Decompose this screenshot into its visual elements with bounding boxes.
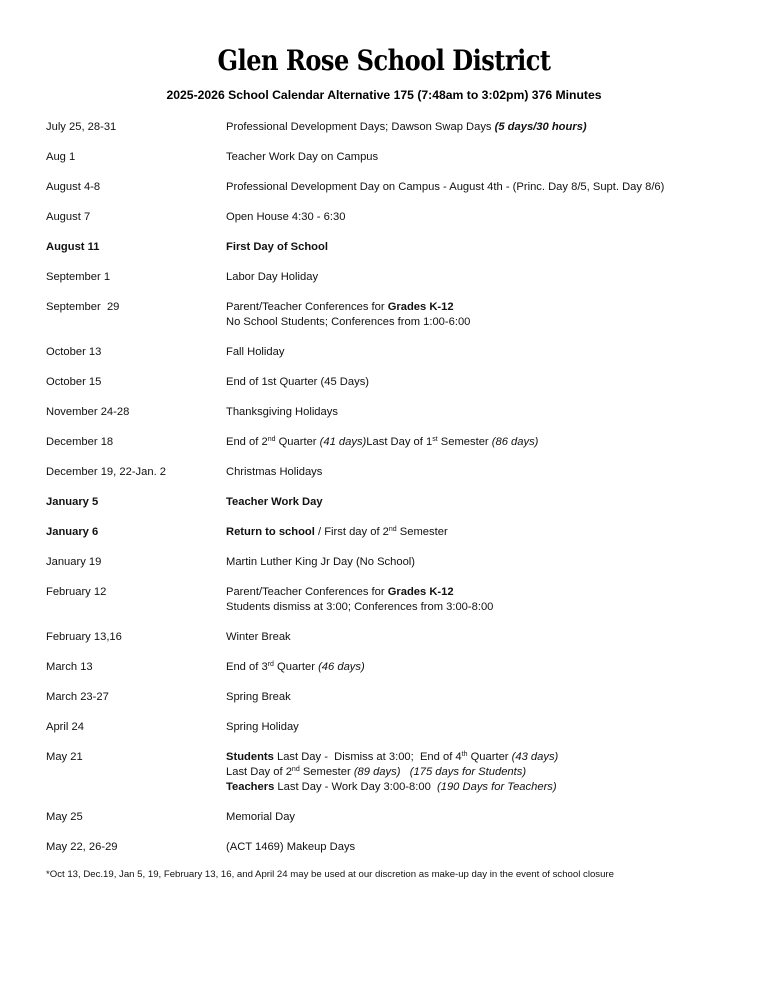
event-text: Parent/Teacher Conferences for	[226, 301, 388, 313]
event-date: May 21	[46, 751, 83, 763]
event-text: Parent/Teacher Conferences for	[226, 586, 388, 598]
event-text: Quarter	[275, 436, 320, 448]
event-description: Winter Break	[226, 631, 291, 643]
event-text: Semester	[437, 436, 492, 448]
event-date: Aug 1	[46, 151, 76, 163]
event-text: Last Day - Dismiss at 3:00; End of 4	[273, 751, 462, 763]
event-description: Teacher Work Day on Campus	[226, 151, 379, 163]
event-date: March 23-27	[46, 691, 109, 703]
footnote: *Oct 13, Dec.19, Jan 5, 19, February 13, 16, and April 24 may be used at our discretion as make-up day in the event of school closure	[46, 869, 614, 880]
event-description: Spring Holiday	[226, 721, 299, 733]
event-date: August 11	[46, 241, 100, 253]
event-date: September 29	[46, 301, 120, 313]
event-description	[226, 300, 470, 330]
event-description: Thanksgiving Holidays	[226, 406, 338, 418]
event-text-line2: Students dismiss at 3:00; Conferences from 3:00-8:00	[226, 601, 494, 613]
event-date: December 18	[46, 436, 114, 448]
event-description	[226, 750, 558, 795]
event-description: Memorial Day	[226, 811, 296, 823]
event-date: October 15	[46, 376, 102, 388]
event-date: February 13,16	[46, 631, 122, 643]
ordinal-suffix: th	[461, 751, 468, 758]
event-text: End of 3	[226, 661, 268, 673]
event-date: April 24	[46, 721, 84, 733]
event-date: March 13	[46, 661, 93, 673]
calendar-subtitle: 2025-2026 School Calendar Alternative 175 (7:48am to 3:02pm) 376 Minutes	[166, 88, 602, 102]
event-note: (175 days for Students)	[409, 766, 527, 778]
event-date: December 19, 22-Jan. 2	[46, 466, 167, 478]
event-date: July 25, 28-31	[46, 121, 117, 133]
event-note: (190 Days for Teachers)	[437, 781, 557, 793]
event-description: Teacher Work Day	[226, 496, 323, 508]
event-grades: Grades K-12	[387, 301, 454, 313]
event-description: (ACT 1469) Makeup Days	[226, 841, 356, 853]
event-description	[226, 660, 365, 675]
event-text	[400, 766, 409, 778]
event-description: Professional Development Day on Campus - August 4th - (Princ. Day 8/5, Supt. Day 8/6)	[226, 181, 665, 193]
event-note: (43 days)	[511, 751, 559, 763]
event-description	[226, 585, 493, 615]
event-text: Last Day - Work Day 3:00-8:00	[274, 781, 438, 793]
event-note: (5 days/30 hours)	[494, 121, 587, 133]
event-text: Semester	[299, 766, 354, 778]
event-text: / First day of 2	[314, 526, 389, 538]
event-date: January 5	[46, 496, 99, 508]
event-description	[226, 435, 538, 450]
event-date: August 4-8	[46, 181, 101, 193]
event-text-line2: No School Students; Conferences from 1:00-6:00	[226, 316, 471, 328]
event-date: January 6	[46, 526, 99, 538]
event-text: Professional Development Days; Dawson Swap Days	[226, 121, 495, 133]
event-text: End of 2	[226, 436, 268, 448]
event-grades: Grades K-12	[387, 586, 454, 598]
event-text: Last Day of 2	[226, 766, 292, 778]
event-description: End of 1st Quarter (45 Days)	[226, 376, 370, 388]
event-date: September 1	[46, 271, 111, 283]
ordinal-suffix: st	[432, 436, 438, 443]
ordinal-suffix: nd	[267, 436, 276, 443]
page-title: Glen Rose School District	[217, 44, 551, 77]
event-text-bold: Return to school	[226, 526, 315, 538]
event-text-bold: Students	[226, 751, 274, 763]
event-description: Fall Holiday	[226, 346, 285, 358]
event-description: Labor Day Holiday	[226, 271, 319, 283]
event-date: February 12	[46, 586, 107, 598]
event-description	[226, 120, 587, 135]
ordinal-suffix: nd	[388, 526, 397, 533]
event-date: May 22, 26-29	[46, 841, 118, 853]
event-note: (86 days)	[491, 436, 539, 448]
ordinal-suffix: nd	[291, 766, 300, 773]
event-note: (41 days)	[319, 436, 367, 448]
event-date: January 19	[46, 556, 102, 568]
ordinal-suffix: rd	[267, 661, 274, 668]
event-date: November 24-28	[46, 406, 130, 418]
event-text: Last Day of 1	[366, 436, 433, 448]
event-text: Quarter	[467, 751, 512, 763]
event-text-bold: Teachers	[226, 781, 275, 793]
event-note: (89 days)	[353, 766, 401, 778]
event-note: (46 days)	[318, 661, 365, 673]
event-date: October 13	[46, 346, 102, 358]
event-date: August 7	[46, 211, 91, 223]
event-description: Spring Break	[226, 691, 291, 703]
event-description: Open House 4:30 - 6:30	[226, 211, 346, 223]
event-description	[226, 525, 448, 540]
event-date: May 25	[46, 811, 83, 823]
event-description: Martin Luther King Jr Day (No School)	[226, 556, 416, 568]
event-text: Semester	[396, 526, 448, 538]
event-description: First Day of School	[226, 241, 328, 253]
event-text: Quarter	[273, 661, 319, 673]
event-description: Christmas Holidays	[226, 466, 323, 478]
